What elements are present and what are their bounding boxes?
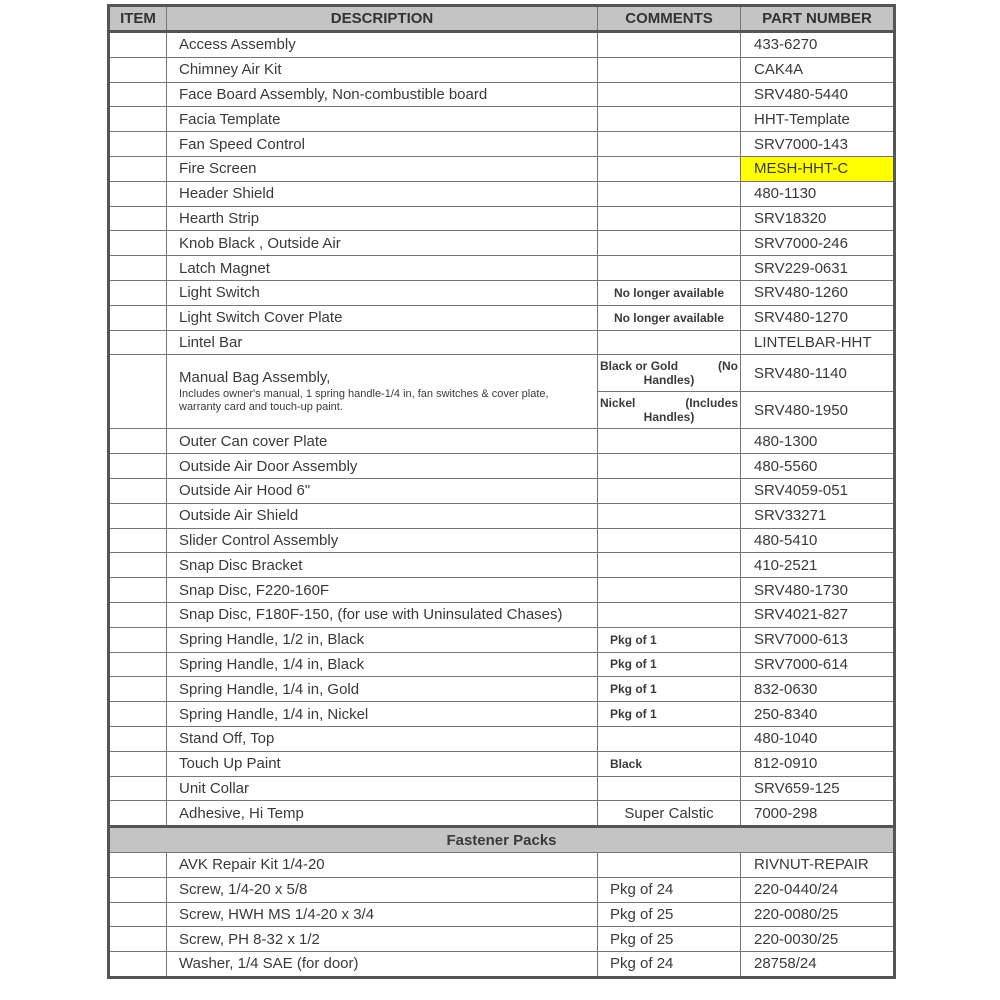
item-cell (109, 57, 167, 82)
table-row (109, 355, 895, 392)
item-cell (109, 478, 167, 503)
item-cell (109, 156, 167, 181)
item-cell (109, 82, 167, 107)
description-cell: Spring Handle, 1/4 in, Gold (167, 677, 598, 702)
item-cell (109, 305, 167, 330)
table-row (109, 454, 895, 479)
part-number-cell: RIVNUT-REPAIR (741, 852, 895, 877)
comments-cell: No longer available (598, 280, 741, 305)
item-cell (109, 627, 167, 652)
table-row (109, 231, 895, 256)
description-main: Manual Bag Assembly, (179, 369, 331, 387)
comments-cell: Super Calstic (598, 801, 741, 827)
part-number-cell: 410-2521 (741, 553, 895, 578)
comments-cell (598, 256, 741, 281)
part-number-cell: 480-1300 (741, 429, 895, 454)
comments-cell (598, 553, 741, 578)
comments-cell: Pkg of 1 (598, 627, 741, 652)
description-cell: Lintel Bar (167, 330, 598, 355)
comments-cell (598, 726, 741, 751)
part-number-cell: SRV33271 (741, 503, 895, 528)
part-number-cell: 7000-298 (741, 801, 895, 827)
description-cell: Outside Air Shield (167, 503, 598, 528)
item-cell (109, 751, 167, 776)
table-row (109, 927, 895, 952)
table-row (109, 206, 895, 231)
description-cell: Fire Screen (167, 156, 598, 181)
item-cell (109, 553, 167, 578)
item-cell (109, 602, 167, 627)
part-number-cell: SRV18320 (741, 206, 895, 231)
table-row (109, 57, 895, 82)
item-cell (109, 503, 167, 528)
part-number-cell: SRV480-5440 (741, 82, 895, 107)
comments-cell (598, 503, 741, 528)
item-cell (109, 132, 167, 157)
description-cell: Outer Can cover Plate (167, 429, 598, 454)
section-header-row (109, 827, 895, 853)
comments-cell (598, 330, 741, 355)
table-row (109, 852, 895, 877)
item-cell (109, 877, 167, 902)
comments-cell (598, 392, 741, 429)
description-cell: Latch Magnet (167, 256, 598, 281)
part-number-cell: SRV480-1730 (741, 578, 895, 603)
part-number-cell: 220-0440/24 (741, 877, 895, 902)
part-number-cell: 220-0030/25 (741, 927, 895, 952)
comments-cell (598, 32, 741, 58)
description-cell: Outside Air Door Assembly (167, 454, 598, 479)
table-row (109, 82, 895, 107)
part-number-cell: 250-8340 (741, 702, 895, 727)
description-cell: Access Assembly (167, 32, 598, 58)
item-cell (109, 652, 167, 677)
description-cell: Spring Handle, 1/2 in, Black (167, 627, 598, 652)
table-row (109, 952, 895, 978)
section-title: Fastener Packs (109, 827, 895, 853)
comments-cell: Pkg of 25 (598, 902, 741, 927)
header-row (109, 6, 895, 32)
table-row (109, 32, 895, 58)
comments-cell (598, 454, 741, 479)
item-cell (109, 231, 167, 256)
table-row (109, 107, 895, 132)
item-cell (109, 256, 167, 281)
part-number-cell: SRV480-1270 (741, 305, 895, 330)
comments-cell: Pkg of 25 (598, 927, 741, 952)
table-row (109, 330, 895, 355)
comments-cell (598, 156, 741, 181)
description-cell: Face Board Assembly, Non-combustible board (167, 82, 598, 107)
item-cell (109, 429, 167, 454)
item-cell (109, 952, 167, 978)
table-row (109, 602, 895, 627)
table-row (109, 528, 895, 553)
comments-cell (598, 852, 741, 877)
description-sub: Includes owner's manual, 1 spring handle-1/4 in, fan switches & cover plate, warranty card and touch-up paint. (179, 388, 549, 414)
header-description: DESCRIPTION (167, 6, 598, 32)
part-number-cell: 28758/24 (741, 952, 895, 978)
table-row (109, 627, 895, 652)
part-number-cell: 480-5410 (741, 528, 895, 553)
description-cell: Touch Up Paint (167, 751, 598, 776)
part-number-cell: 433-6270 (741, 32, 895, 58)
comments-cell (598, 776, 741, 801)
comments-cell (598, 429, 741, 454)
comments-cell (598, 206, 741, 231)
description-cell: Hearth Strip (167, 206, 598, 231)
table-row (109, 280, 895, 305)
comments-cell (598, 181, 741, 206)
item-cell (109, 677, 167, 702)
comment-part-c: Handles) (643, 410, 695, 425)
table-row (109, 902, 895, 927)
description-cell: Light Switch (167, 280, 598, 305)
part-number-cell-highlighted: MESH-HHT-C (741, 156, 895, 181)
comments-cell (598, 578, 741, 603)
part-number-cell: SRV480-1140 (741, 355, 895, 392)
parts-table (107, 4, 896, 979)
description-cell: Adhesive, Hi Temp (167, 801, 598, 827)
item-cell (109, 528, 167, 553)
comments-cell: Pkg of 24 (598, 877, 741, 902)
comments-cell (598, 231, 741, 256)
part-number-cell: 832-0630 (741, 677, 895, 702)
description-cell: Slider Control Assembly (167, 528, 598, 553)
description-cell: Outside Air Hood 6" (167, 478, 598, 503)
table-row (109, 751, 895, 776)
item-cell (109, 578, 167, 603)
part-number-cell: 812-0910 (741, 751, 895, 776)
description-cell: Screw, 1/4-20 x 5/8 (167, 877, 598, 902)
comments-cell: Pkg of 1 (598, 652, 741, 677)
part-number-cell: SRV4059-051 (741, 478, 895, 503)
table-row (109, 478, 895, 503)
item-cell (109, 330, 167, 355)
item-cell (109, 280, 167, 305)
item-cell (109, 181, 167, 206)
comments-cell (598, 57, 741, 82)
description-cell: Header Shield (167, 181, 598, 206)
part-number-cell: 480-5560 (741, 454, 895, 479)
description-cell: Stand Off, Top (167, 726, 598, 751)
comment-part-c: Handles) (643, 373, 695, 388)
comments-cell: Pkg of 1 (598, 677, 741, 702)
item-cell (109, 206, 167, 231)
part-number-cell: HHT-Template (741, 107, 895, 132)
item-cell (109, 776, 167, 801)
description-cell: Snap Disc, F180F-150, (for use with Uninsulated Chases) (167, 602, 598, 627)
item-cell (109, 355, 167, 429)
description-cell: Light Switch Cover Plate (167, 305, 598, 330)
table-row (109, 801, 895, 827)
description-cell: Spring Handle, 1/4 in, Nickel (167, 702, 598, 727)
description-cell: Fan Speed Control (167, 132, 598, 157)
table-row (109, 702, 895, 727)
item-cell (109, 852, 167, 877)
part-number-cell: CAK4A (741, 57, 895, 82)
part-number-cell: 480-1130 (741, 181, 895, 206)
header-comments: COMMENTS (598, 6, 741, 32)
part-number-cell: 220-0080/25 (741, 902, 895, 927)
part-number-cell: SRV229-0631 (741, 256, 895, 281)
part-number-cell: SRV7000-613 (741, 627, 895, 652)
item-cell (109, 902, 167, 927)
item-cell (109, 454, 167, 479)
description-cell: Unit Collar (167, 776, 598, 801)
comments-cell (598, 82, 741, 107)
header-item: ITEM (109, 6, 167, 32)
comments-cell (598, 132, 741, 157)
table-row (109, 652, 895, 677)
comments-cell (598, 107, 741, 132)
item-cell (109, 702, 167, 727)
item-cell (109, 32, 167, 58)
comment-part-b: (No (718, 359, 738, 374)
description-cell (167, 355, 598, 429)
comments-cell: No longer available (598, 305, 741, 330)
comment-part-a: Black or Gold (600, 359, 679, 374)
description-cell: Snap Disc Bracket (167, 553, 598, 578)
comments-cell (598, 602, 741, 627)
part-number-cell: SRV659-125 (741, 776, 895, 801)
part-number-cell: SRV4021-827 (741, 602, 895, 627)
table-row (109, 503, 895, 528)
description-cell: Chimney Air Kit (167, 57, 598, 82)
table-row (109, 181, 895, 206)
part-number-cell: SRV7000-143 (741, 132, 895, 157)
table-row (109, 429, 895, 454)
comments-cell (598, 478, 741, 503)
part-number-cell: SRV480-1260 (741, 280, 895, 305)
item-cell (109, 107, 167, 132)
comment-part-b: (Includes (685, 396, 738, 411)
part-number-cell: 480-1040 (741, 726, 895, 751)
table-row (109, 132, 895, 157)
description-cell: Screw, PH 8-32 x 1/2 (167, 927, 598, 952)
table-row (109, 156, 895, 181)
item-cell (109, 726, 167, 751)
table-row (109, 553, 895, 578)
description-cell: Knob Black , Outside Air (167, 231, 598, 256)
comments-cell (598, 528, 741, 553)
table-row (109, 578, 895, 603)
comments-cell: Black (598, 751, 741, 776)
description-cell: AVK Repair Kit 1/4-20 (167, 852, 598, 877)
comment-part-a: Nickel (600, 396, 636, 411)
item-cell (109, 801, 167, 827)
comments-cell (598, 355, 741, 392)
table-row (109, 726, 895, 751)
table-row (109, 677, 895, 702)
table-row (109, 305, 895, 330)
part-number-cell: SRV480-1950 (741, 392, 895, 429)
description-cell: Washer, 1/4 SAE (for door) (167, 952, 598, 978)
description-cell: Screw, HWH MS 1/4-20 x 3/4 (167, 902, 598, 927)
description-cell: Spring Handle, 1/4 in, Black (167, 652, 598, 677)
comments-cell: Pkg of 1 (598, 702, 741, 727)
table-row (109, 877, 895, 902)
part-number-cell: SRV7000-246 (741, 231, 895, 256)
part-number-cell: SRV7000-614 (741, 652, 895, 677)
table-row (109, 256, 895, 281)
item-cell (109, 927, 167, 952)
description-cell: Snap Disc, F220-160F (167, 578, 598, 603)
header-part-number: PART NUMBER (741, 6, 895, 32)
table-row (109, 776, 895, 801)
description-cell: Facia Template (167, 107, 598, 132)
comments-cell: Pkg of 24 (598, 952, 741, 978)
part-number-cell: LINTELBAR-HHT (741, 330, 895, 355)
